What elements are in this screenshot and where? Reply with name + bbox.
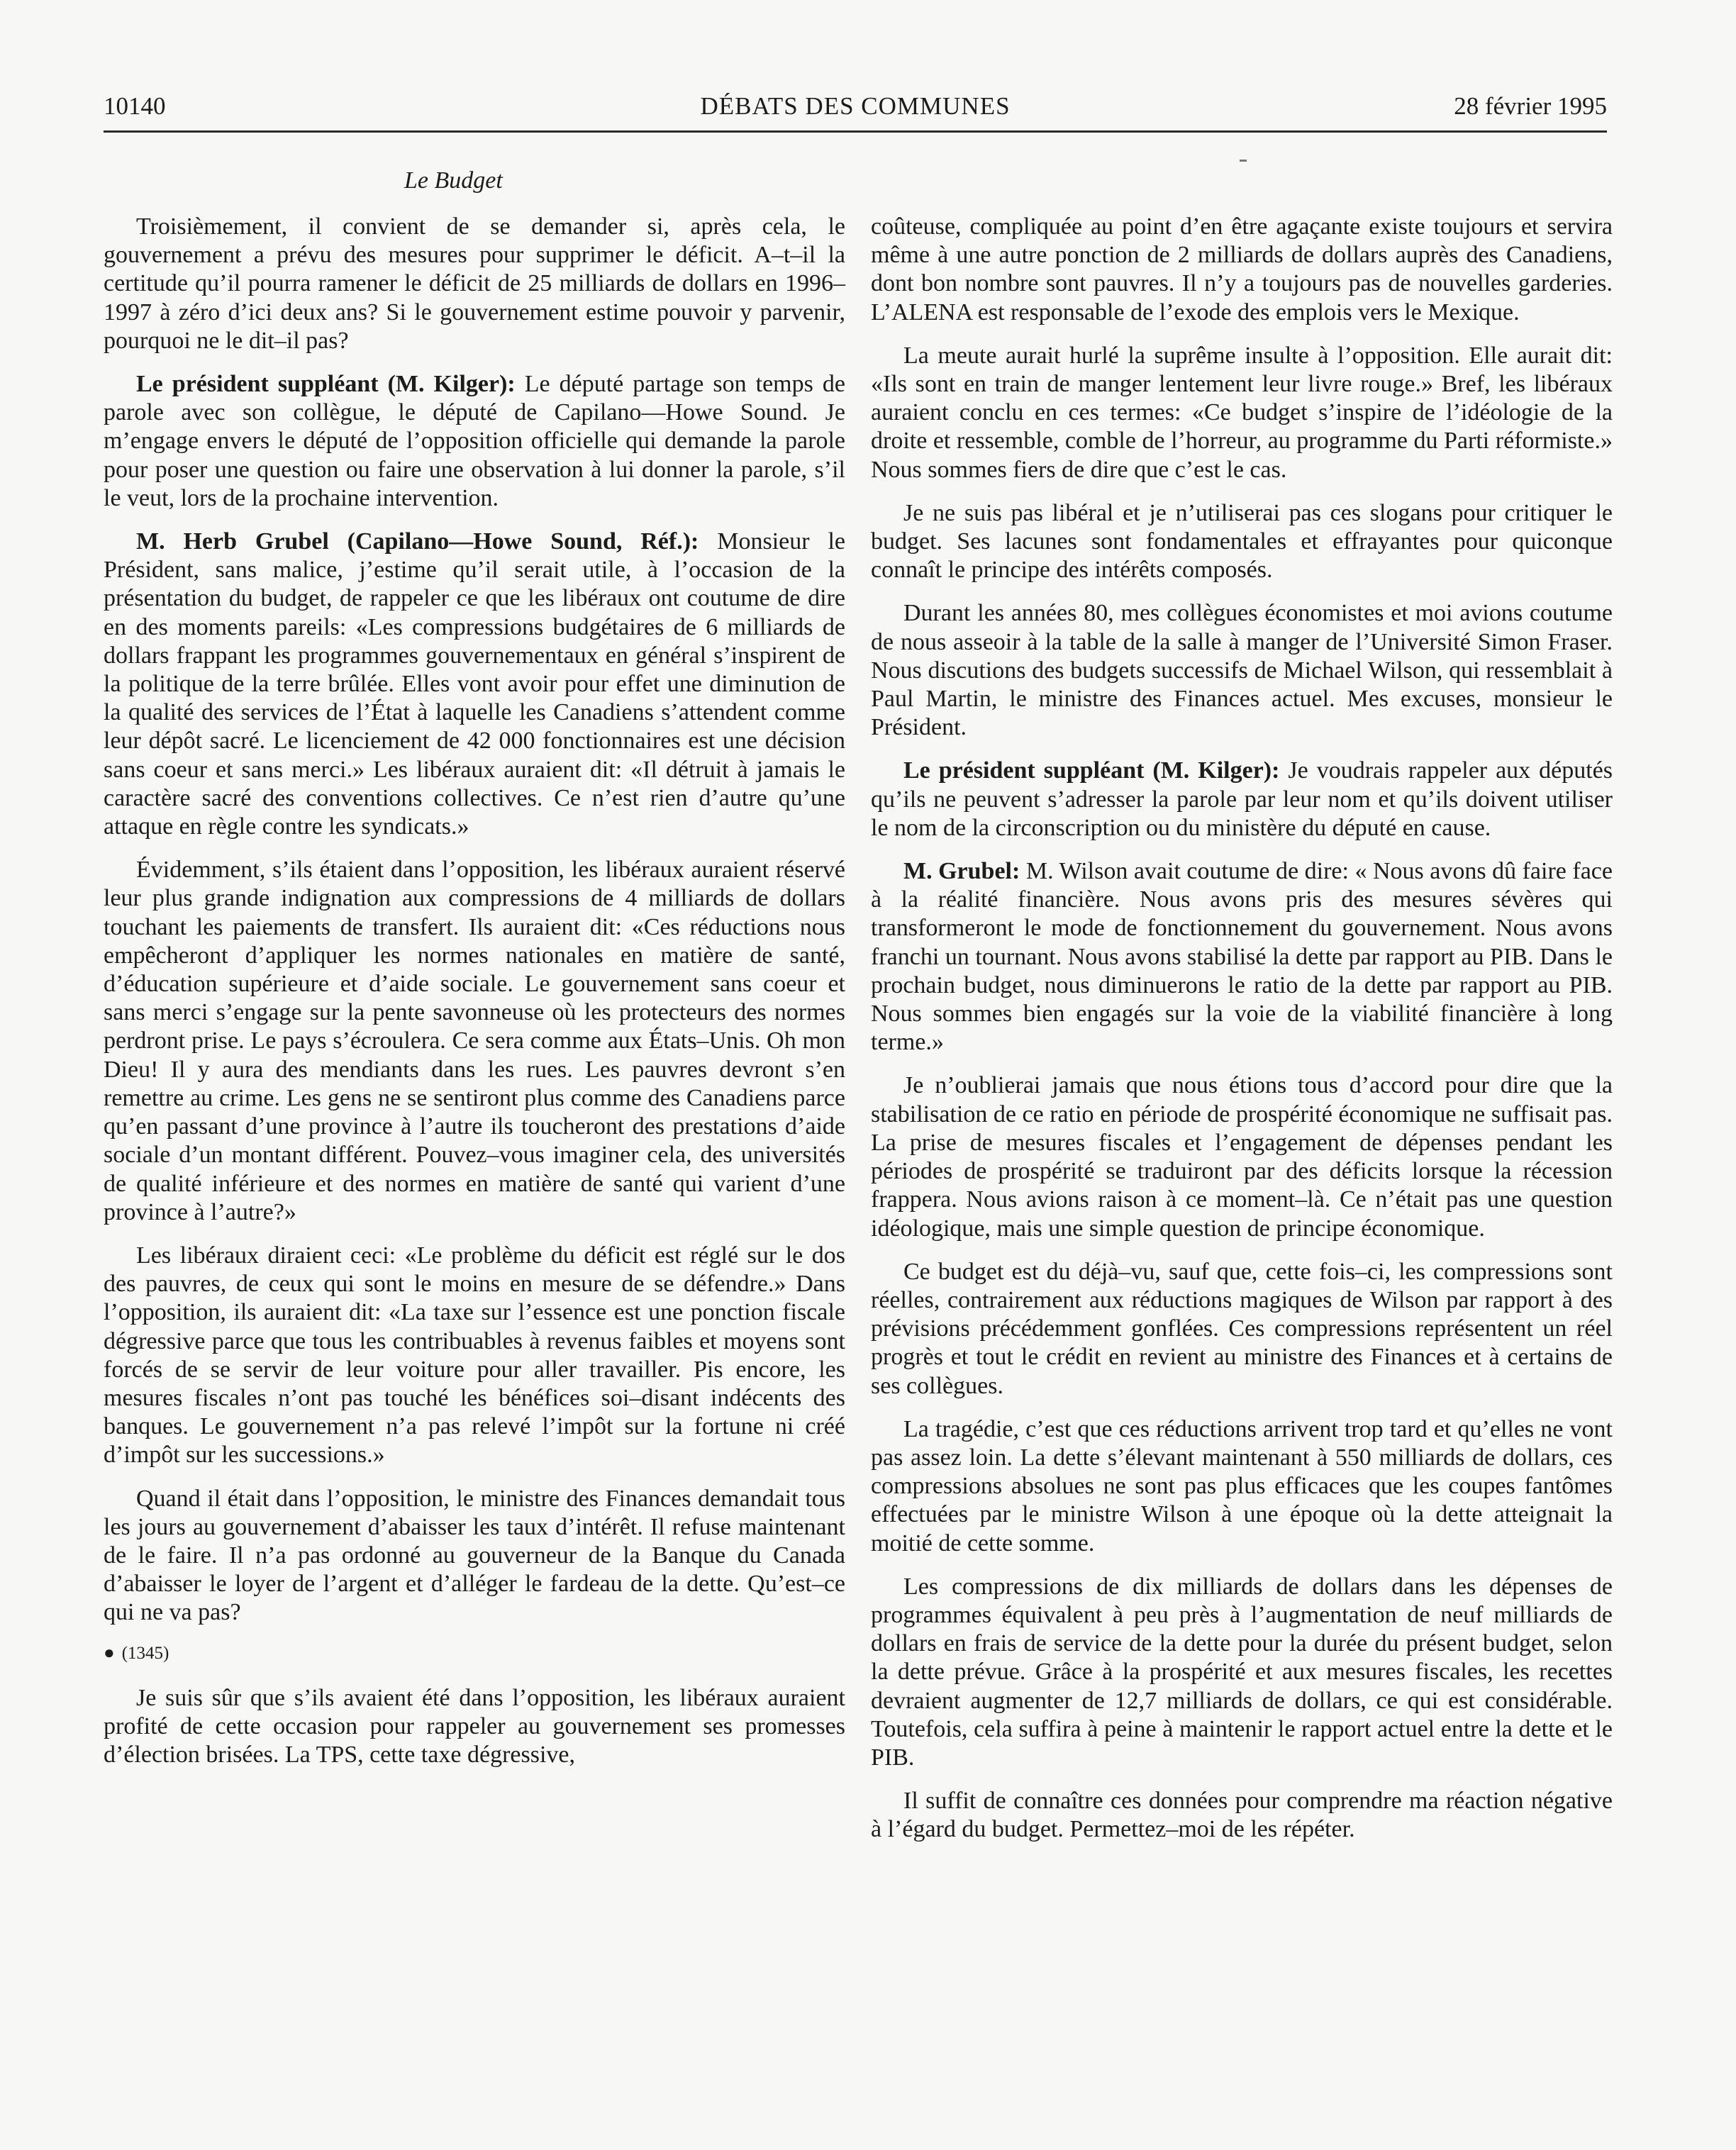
page-date: 28 février 1995: [1454, 92, 1607, 120]
paragraph: Évidemment, s’ils étaient dans l’opposition, les libéraux auraient réservé leur plus grande indignation aux compressions de 4 milliards de dollars touchant les paiements de transfert. Ils auraient dit: «Ces réductions nous empêcheront d’appliquer les normes nationales en matière de santé, d’éducation supérieure et d’aide sociale. Le gouvernement sans coeur et sans merci s’engage sur la pente savonneuse où les protecteurs des normes perdront prise. Le pays s’écroulera. Ce sera comme aux États–Unis. Oh mon Dieu! Il y aura des mendiants dans les rues. Les pauvres devront s’en remettre au crime. Les gens ne se sentiront plus comme des Canadiens parce qu’en passant d’une province à l’autre ils toucheront des prestations d’aide sociale d’un montant différent. Pouvez–vous imaginer cela, des universités de qualité inférieure et des normes en matière de santé qui varient d’une province à l’autre?»: [104, 857, 845, 1225]
paragraph: [871, 857, 1613, 1057]
speech-text: Monsieur le Président, sans malice, j’estime qu’il serait utile, à l’occasion de la présentation du budget, de rappeler ce que les libéraux ont coutume de dire en des moments pareils: «Les compressions budgétaires de 6 milliards de dollars frappant les programmes gouvernementaux en général s’inspirent de la politique de la terre brûlée. Elles vont avoir pour effet une diminution de la qualité des services de l’État à laquelle les Canadiens s’attendent comme leur dépôt sacré. Le licenciement de 42 000 fonctionnaires est une décision sans coeur et sans merci.» Les libéraux auraient dit: «Il détruit à jamais le caractère sacré des conventions collectives. Ce n’est rien d’autre qu’une attaque en règle contre les syndicats.»: [104, 528, 846, 840]
speech-text: Je voudrais rappeler aux députés qu’ils ne peuvent s’adresser la parole par leur nom et qu’ils doivent utiliser le nom de la circonscription ou du ministère du député en cause.: [871, 757, 1613, 841]
speech-text: Le député partage son temps de parole avec son collègue, le député de Capilano—Howe Sound. Je m’engage envers le député de l’opposition officielle qui demande la parole pour poser une question ou faire une observation à lui donner la parole, s’il le veut, lors de la prochaine intervention.: [104, 371, 845, 511]
time-marker: [104, 1642, 845, 1664]
speaker-name: M. Grubel:: [903, 858, 1020, 885]
page-header: [104, 88, 1607, 133]
paragraph: Il suffit de connaître ces données pour comprendre ma réaction négative à l’égard du budget. Permettez–moi de les répéter.: [871, 1788, 1613, 1843]
speaker-name: Le président suppléant (M. Kilger):: [136, 371, 516, 398]
paragraph: Troisièmement, il convient de se demander si, après cela, le gouvernement a prévu des mesures pour supprimer le déficit. A–t–il la certitude qu’il pourra ramener le déficit de 25 milliards de dollars en 1996–1997 à zéro d’ici deux ans? Si le gouvernement estime pouvoir y parvenir, pourquoi ne le dit–il pas?: [104, 213, 845, 354]
paragraph: Je n’oublierai jamais que nous étions tous d’accord pour dire que la stabilisation de ce ratio en période de prospérité économique ne suffisait pas. La prise de mesures fiscales et l’engagement de dépenses pendant les périodes de prospérité se traduiront par des déficits lorsque la récession frappera. Nous avions raison à ce moment–là. Ce n’était pas une question idéologique, mais une simple question de principe économique.: [871, 1072, 1613, 1242]
speaker-name: Le président suppléant (M. Kilger):: [903, 757, 1280, 784]
paragraph: [871, 757, 1613, 842]
paragraph: Je ne suis pas libéral et je n’utiliserai pas ces slogans pour critiquer le budget. Ses lacunes sont fondamentales et effrayantes pour quiconque connaît le principe des intérêts composés.: [871, 499, 1613, 584]
paragraph: Durant les années 80, mes collègues économistes et moi avions coutume de nous asseoir à la table de la salle à manger de l’Université Simon Fraser. Nous discutions des budgets successifs de Michael Wilson, qui ressemblait à Paul Martin, le ministre des Finances actuel. Mes excuses, monsieur le Président.: [871, 600, 1613, 741]
stray-mark: [1240, 160, 1247, 162]
paragraph: [104, 528, 845, 841]
left-column: [104, 213, 845, 1784]
speech-text: M. Wilson avait coutume de dire: « Nous avons dû faire face à la réalité financière. Nous avons pris des mesures sévères qui transformeront le mode de fonctionnement du gouvernement. Nous avons franchi un tournant. Nous avons stabilisé la dette par rapport au PIB. Dans le prochain budget, nous diminuerons le ratio de la dette par rapport au PIB. Nous sommes bien engagés sur la voie de la viabilité financière à long terme.»: [871, 858, 1613, 1056]
right-column: [871, 213, 1613, 1859]
paragraph: La tragédie, c’est que ces réductions arrivent trop tard et qu’elles ne vont pas assez loin. La dette s’élevant maintenant à 550 milliards de dollars, ces compressions absolues ne sont pas plus efficaces que les coupes fantômes effectuées par le ministre Wilson à une époque où la dette atteignait la moitié de cette somme.: [871, 1415, 1613, 1556]
speaker-name: M. Herb Grubel (Capilano—Howe Sound, Réf.):: [136, 528, 699, 555]
section-rubric: Le Budget: [404, 167, 503, 194]
paragraph: Les compressions de dix milliards de dollars dans les dépenses de programmes équivalent à peu près à l’augmentation de neuf milliards de dollars en frais de service de la dette pour la durée du présent budget, selon la dette prévue. Grâce à la prospérité et aux mesures fiscales, les recettes devraient augmenter de 12,7 milliards de dollars, ce qui est considérable. Toutefois, cela suffira à peine à maintenir le rapport actuel entre la dette et le PIB.: [871, 1573, 1613, 1771]
paragraph-continuation: coûteuse, compliquée au point d’en être agaçante existe toujours et servira même à une autre ponction de 2 milliards de dollars auprès des Canadiens, dont bon nombre sont pauvres. Il n’y a toujours pas de nouvelles garderies. L’ALENA est responsable de l’exode des emplois vers le Mexique.: [871, 213, 1613, 325]
bullet-icon: ●: [104, 1642, 115, 1663]
publication-title: DÉBATS DES COMMUNES: [700, 92, 1011, 120]
paragraph: Les libéraux diraient ceci: «Le problème du déficit est réglé sur le dos des pauvres, de ceux qui sont le moins en mesure de se défendre.» Dans l’opposition, ils auraient dit: «La taxe sur l’essence est une ponction fiscale dégressive parce que tous les contribuables à revenus faibles et moyens sont forcés de se servir de leur voiture pour aller travailler. Pis encore, les mesures fiscales n’ont pas touché les bénéfices soi–disant indécents des banques. Le gouvernement n’a pas relevé l’impôt sur la fortune ni créé d’impôt sur les successions.»: [104, 1242, 845, 1469]
paragraph: [104, 370, 845, 513]
paragraph: Ce budget est du déjà–vu, sauf que, cette fois–ci, les compressions sont réelles, contrairement aux réductions magiques de Wilson par rapport à des prévisions précédemment gonflées. Ces compressions représentent un réel progrès et tout le crédit en revient au ministre des Finances et à certains de ses collègues.: [871, 1258, 1613, 1399]
paragraph: Quand il était dans l’opposition, le ministre des Finances demandait tous les jours au gouvernement d’abaisser les taux d’intérêt. Il refuse maintenant de le faire. Il n’a pas ordonné au gouverneur de la Banque du Canada d’abaisser le loyer de l’argent et d’alléger le fardeau de la dette. Qu’est–ce qui ne va pas?: [104, 1485, 845, 1626]
paragraph: La meute aurait hurlé la suprême insulte à l’opposition. Elle aurait dit: «Ils sont en train de manger lentement leur livre rouge.» Bref, les libéraux auraient conclu en ces termes: «Ce budget s’inspire de l’idéologie de la droite et ressemble, comble de l’horreur, au programme du Parti réformiste.» Nous sommes fiers de dire que c’est le cas.: [871, 342, 1613, 483]
time-stamp: (1345): [121, 1643, 169, 1663]
page-number: 10140: [104, 92, 166, 120]
paragraph: Je suis sûr que s’ils avaient été dans l’opposition, les libéraux auraient profité de cette occasion pour rappeler au gouvernement ses promesses d’élection brisées. La TPS, cette taxe dégressive,: [104, 1684, 845, 1768]
